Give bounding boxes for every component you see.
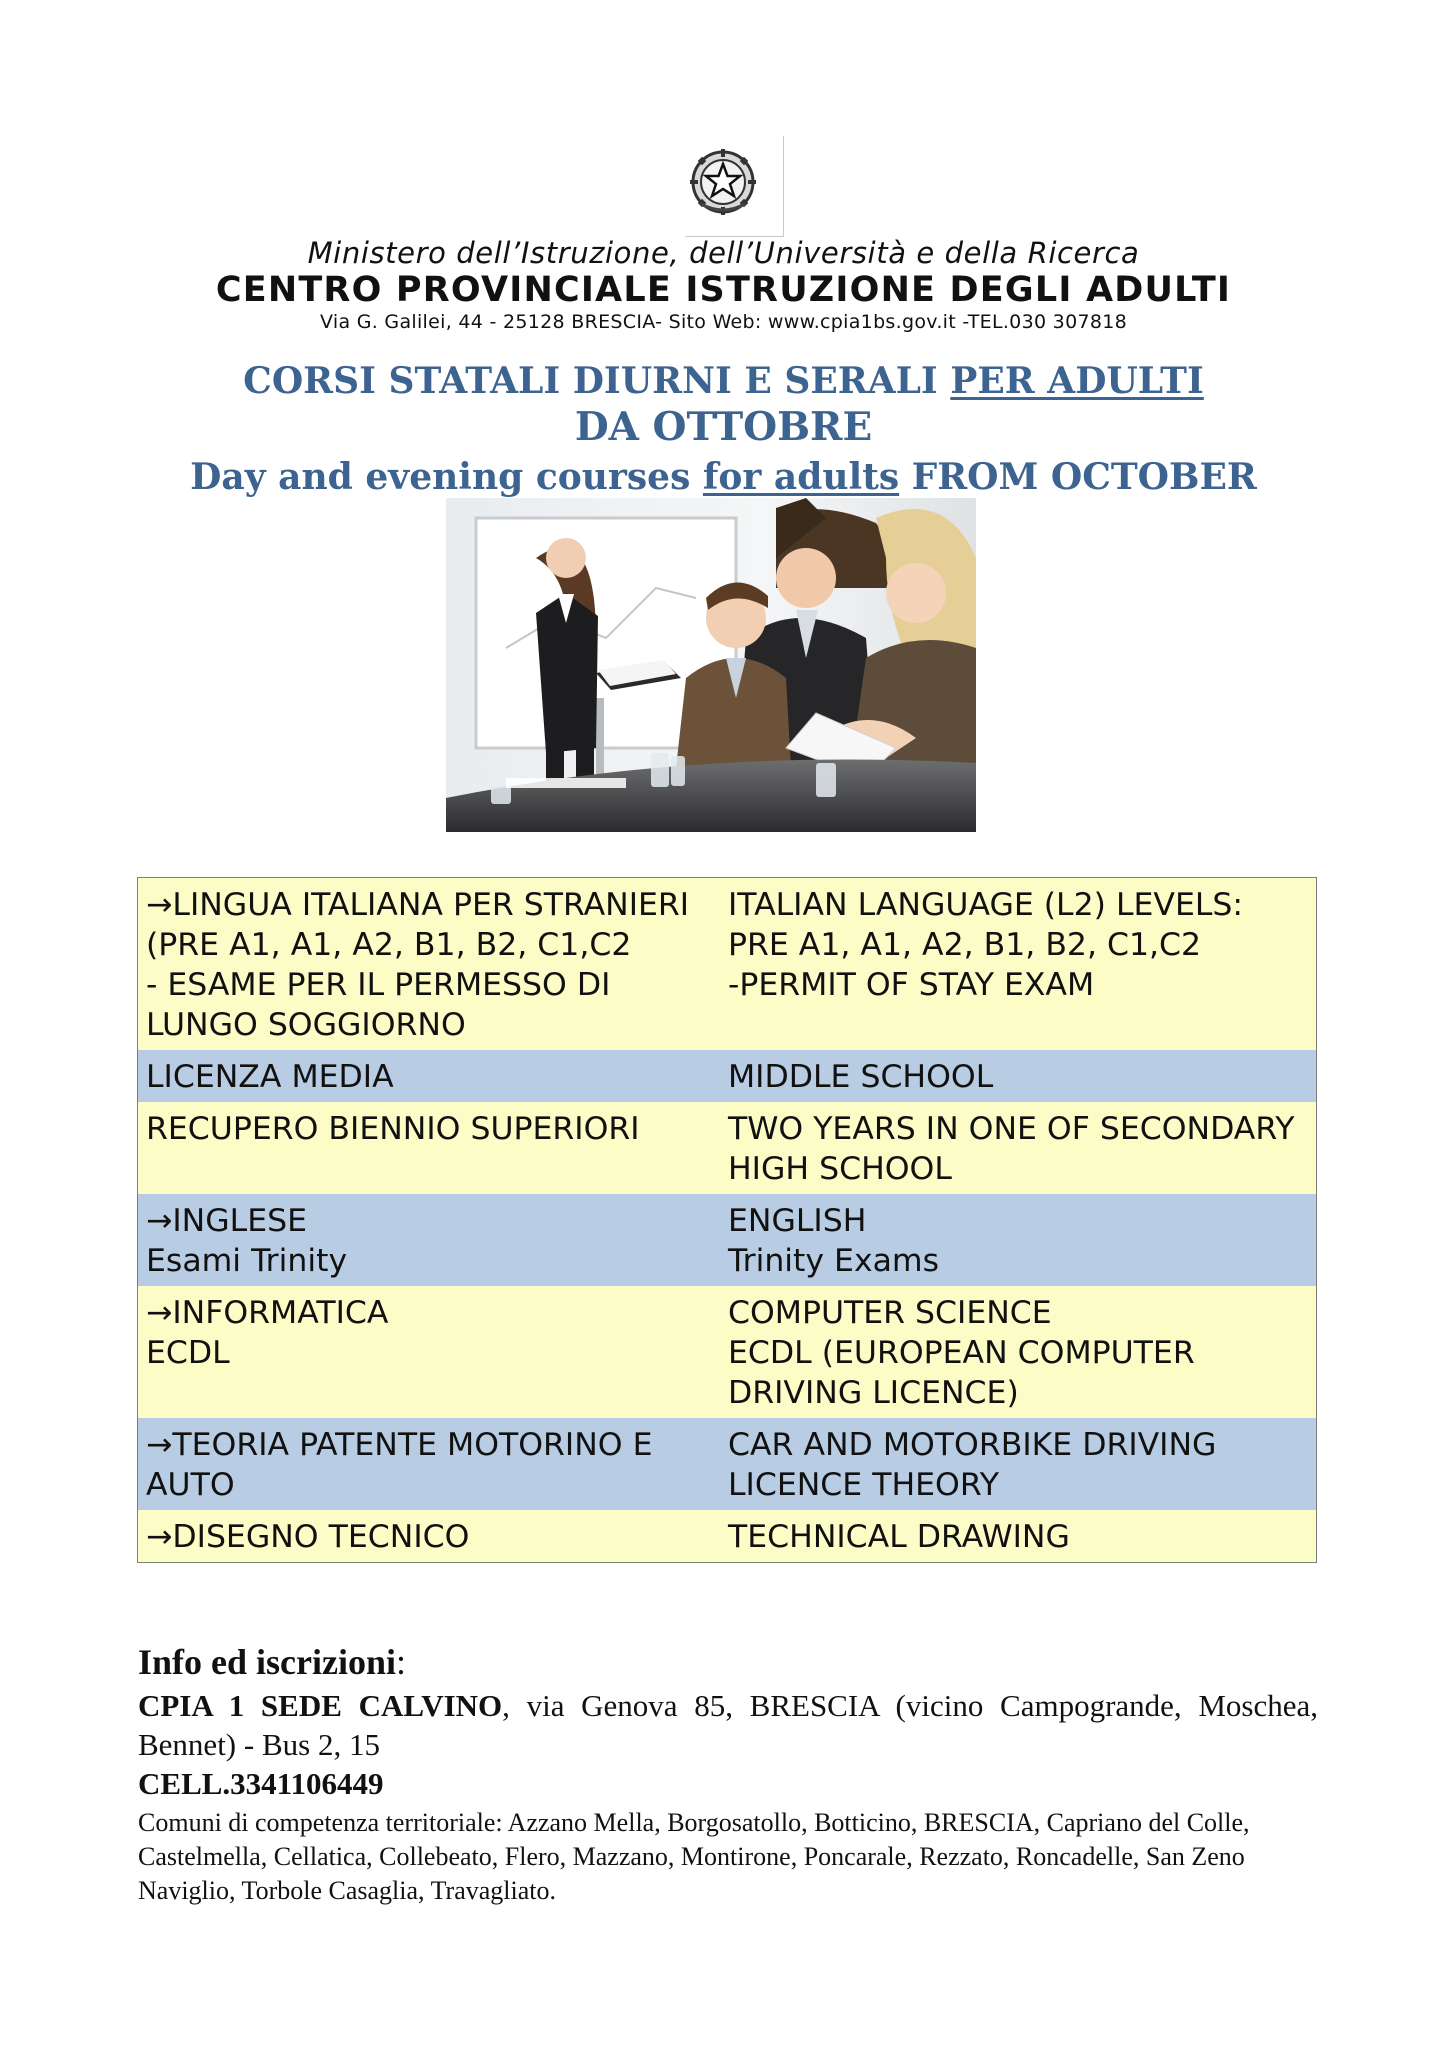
course-name-english: COMPUTER SCIENCE ECDL (EUROPEAN COMPUTER DRIVING LICENCE) [728,1295,1195,1411]
course-row [138,1510,1317,1563]
info-address [138,1686,1318,1764]
course-name-english: TWO YEARS IN ONE OF SECONDARY HIGH SCHOOL [728,1111,1295,1187]
title-line3-part1: Day and evening courses [190,456,703,498]
course-name-english: ITALIAN LANGUAGE (L2) LEVELS: PRE A1, A1, A2, B1, B2, C1,C2 -PERMIT OF STAY EXAM [728,887,1244,1003]
course-name-english: CAR AND MOTORBIKE DRIVING LICENCE THEORY [728,1427,1217,1503]
title-line1-underlined: PER ADULTI [950,360,1204,402]
course-name-italian: →INGLESE Esami Trinity [146,1203,348,1279]
course-name-english: TECHNICAL DRAWING [728,1519,1070,1555]
course-name-italian: →TEORIA PATENTE MOTORINO E AUTO [146,1427,653,1503]
course-title-italian [0,360,1447,402]
ministry-name: Ministero dell’Istruzione, dell’Università e della Ricerca [307,236,1140,270]
course-title-english [0,456,1447,498]
italian-republic-emblem-icon [687,146,759,218]
emblem-frame [685,136,784,237]
course-name-italian: RECUPERO BIENNIO SUPERIORI [146,1111,640,1147]
course-name-english: MIDDLE SCHOOL [728,1059,994,1095]
course-row [138,1194,1317,1286]
course-row [138,1050,1317,1102]
course-name-italian: →DISEGNO TECNICO [146,1519,470,1555]
courses-table [137,877,1317,1563]
centre-address: Via G. Galilei, 44 - 25128 BRESCIA- Sito Web: www.cpia1bs.gov.it -TEL.030 307818 [319,311,1128,333]
info-heading-colon: : [396,1642,407,1682]
classroom-meeting-photo [446,498,976,832]
course-name-italian: LICENZA MEDIA [146,1059,394,1095]
info-section [138,1640,1318,1908]
course-name-italian: →INFORMATICA ECDL [146,1295,389,1371]
info-heading-text: Info ed iscrizioni [138,1642,396,1682]
course-name-italian: →LINGUA ITALIANA PER STRANIERI (PRE A1, A1, A2, B1, B2, C1,C2 - ESAME PER IL PERMESSO DI LUNGO SOGGIORNO [146,887,690,1043]
info-address-text: , via Genova 85, BRESCIA (vicino Campogrande, Moschea, Bennet) - Bus 2, 15 [138,1688,1319,1762]
info-heading [138,1640,1318,1684]
course-row [138,1102,1317,1194]
course-row [138,1418,1317,1510]
centre-name: CENTRO PROVINCIALE ISTRUZIONE DEGLI ADULTI [215,270,1232,310]
title-line3-underlined: for adults [702,456,900,498]
course-row [138,1286,1317,1418]
info-territorial-comuni: Comuni di competenza territoriale: Azzano Mella, Borgosatollo, Botticino, BRESCIA, Capriano del Colle, Castelmella, Cellatica, Collebeato, Flero, Mazzano, Montirone, Poncarale, Rezzato, Roncadelle, San Zeno Naviglio, Torbole Casaglia, Travagliato. [138,1808,1250,1905]
title-line1-part1: CORSI STATALI DIURNI E SERALI [243,360,951,402]
info-sede: CPIA 1 SEDE CALVINO [138,1688,503,1723]
info-cell-phone: CELL.3341106449 [138,1766,384,1801]
course-name-english: ENGLISH Trinity Exams [728,1203,939,1279]
course-start-date: DA OTTOBRE [574,404,873,450]
course-row [138,878,1317,1051]
title-line3-part3: FROM OCTOBER [899,456,1257,498]
